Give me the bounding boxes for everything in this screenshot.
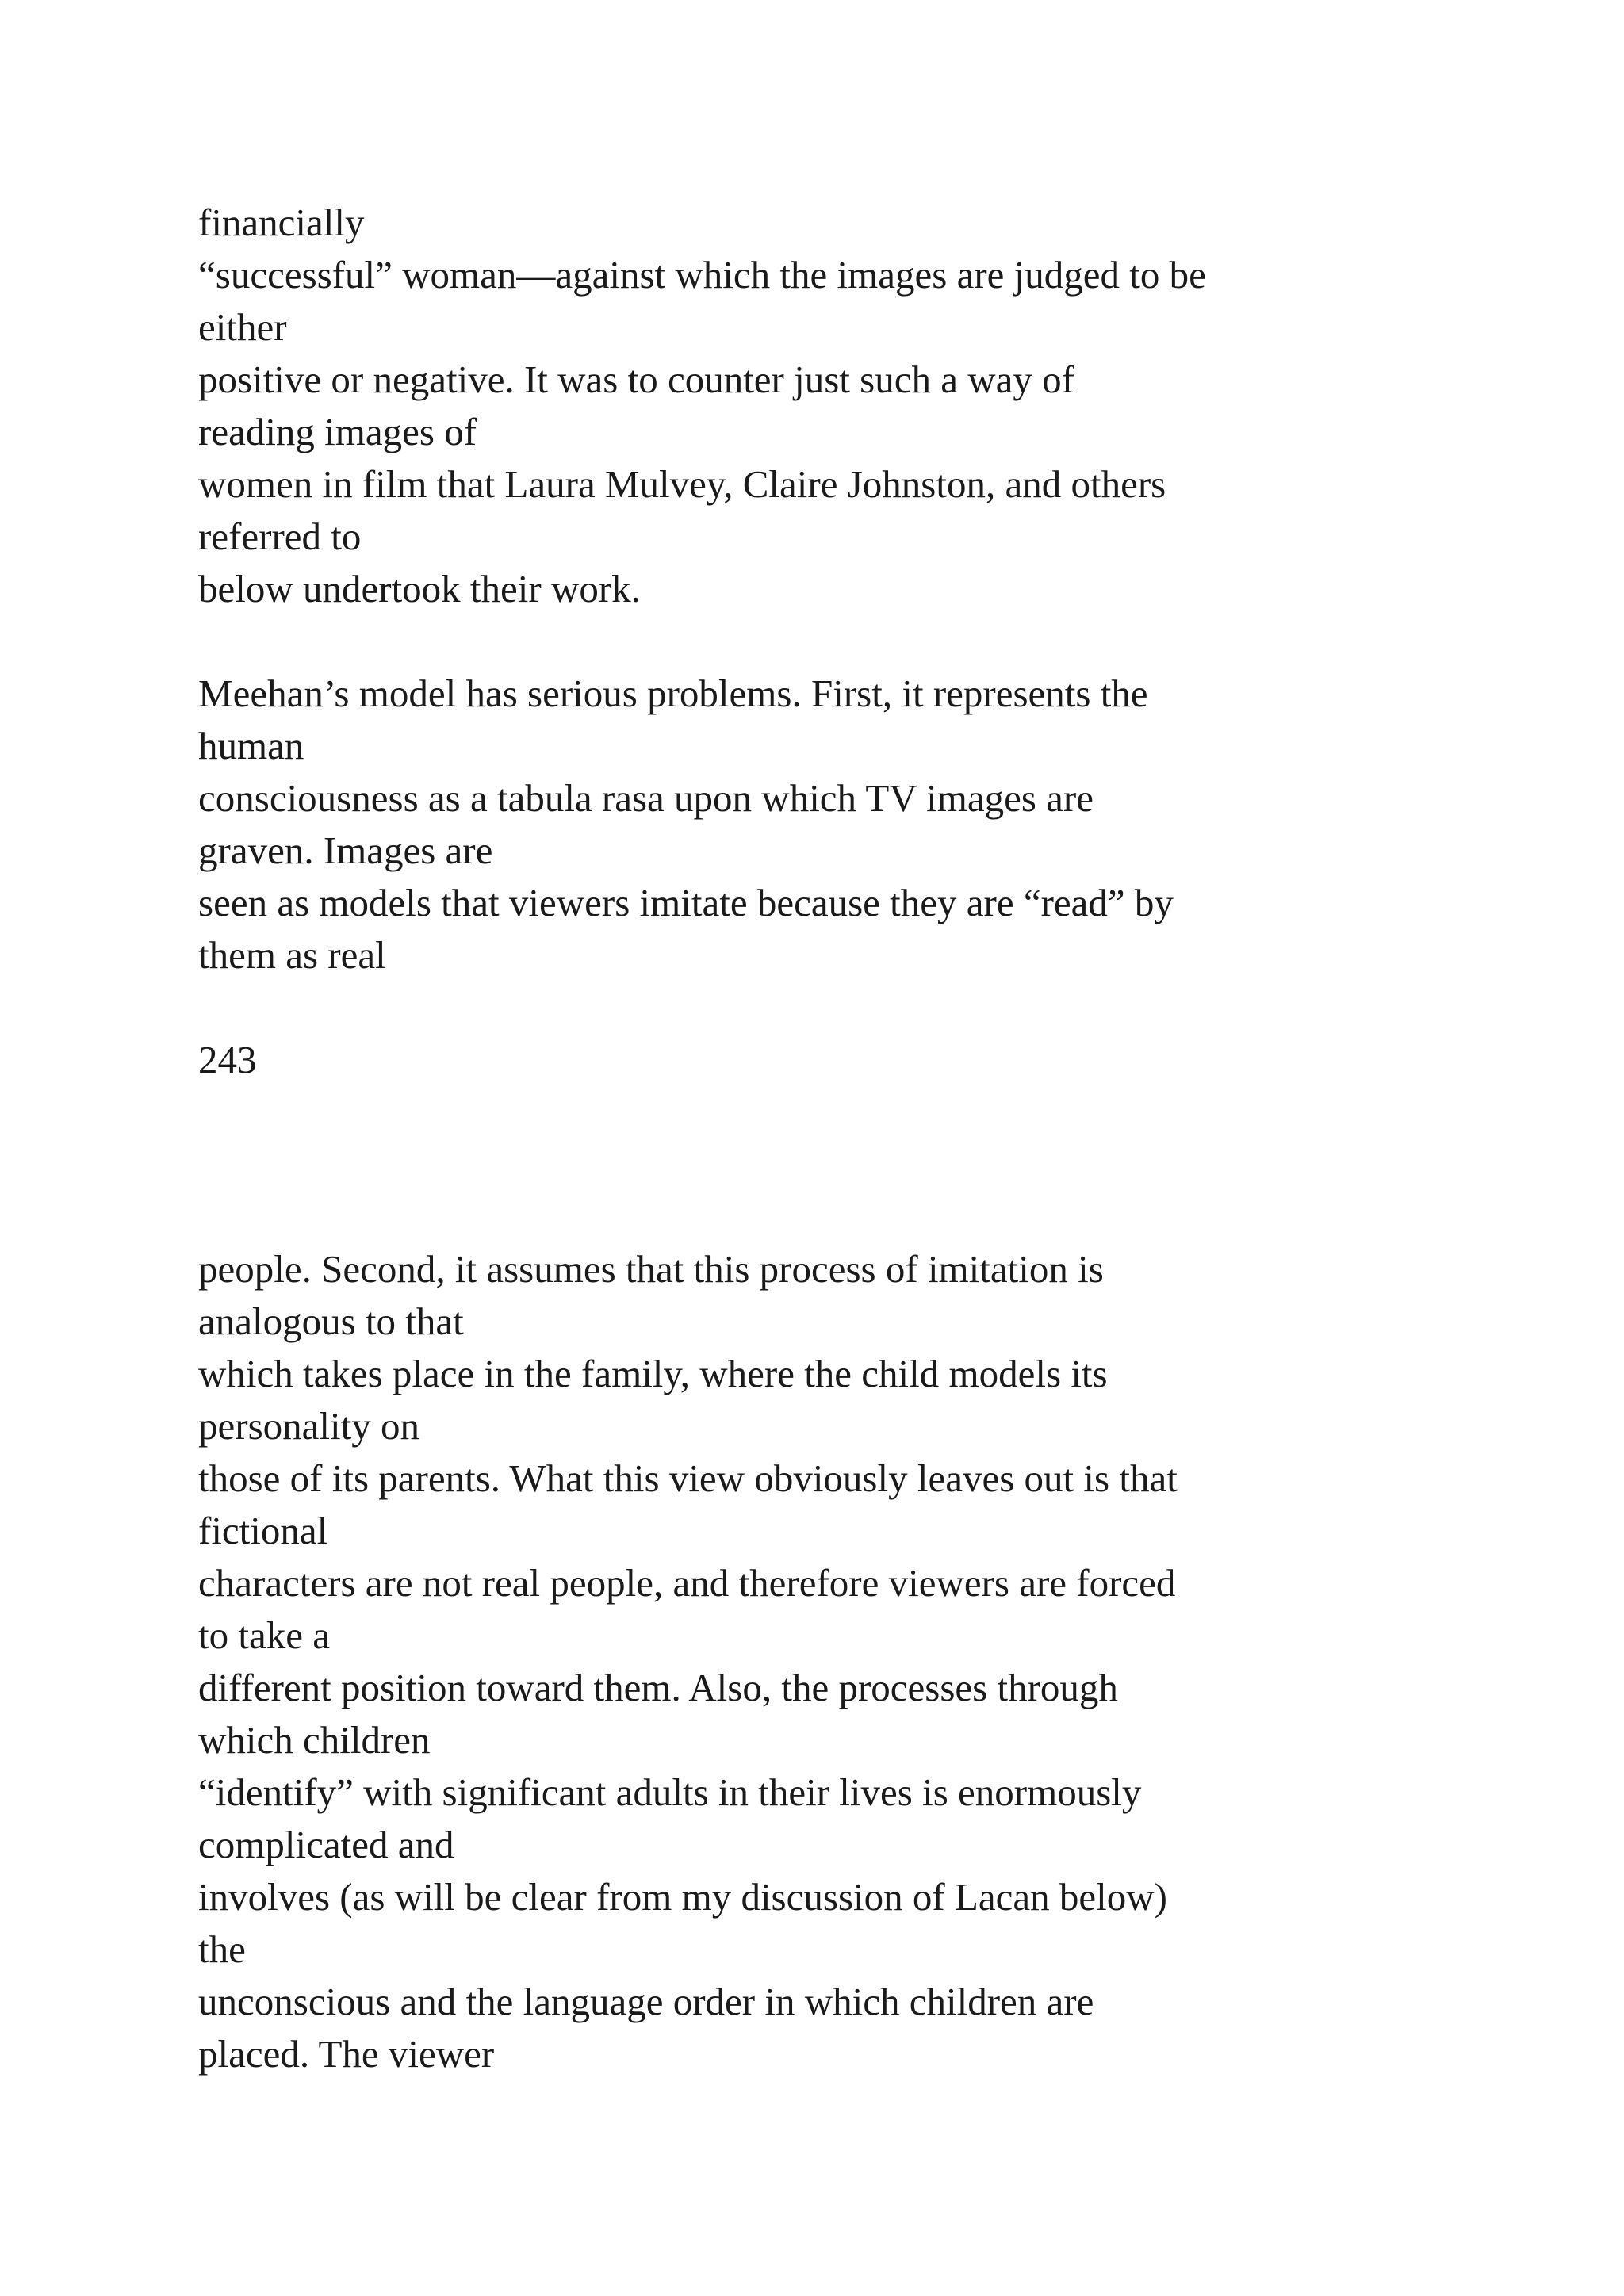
page-number [198, 1034, 1546, 1086]
page-number-text: 243 [198, 1038, 257, 1081]
text-line: to take a [198, 1613, 330, 1657]
text-line: which takes place in the family, where the child models its [198, 1352, 1108, 1395]
text-line: them as real [198, 933, 386, 977]
text-line: those of its parents. What this view obviously leaves out is that [198, 1456, 1178, 1500]
text-line: either [198, 305, 287, 349]
paragraph-imitation [198, 1243, 1546, 2080]
text-line: involves (as will be clear from my discussion of Lacan below) [198, 1875, 1167, 1919]
text-line: analogous to that [198, 1299, 464, 1343]
paragraph-continued [198, 197, 1546, 615]
text-line: below undertook their work. [198, 567, 641, 610]
text-line: human [198, 724, 304, 767]
text-line: fictional [198, 1509, 328, 1552]
text-line: characters are not real people, and therefore viewers are forced [198, 1561, 1176, 1605]
text-line: positive or negative. It was to counter just such a way of [198, 358, 1074, 401]
text-line: financially [198, 201, 365, 244]
text-line: reading images of [198, 410, 477, 453]
text-line: “identify” with significant adults in their lives is enormously [198, 1770, 1142, 1814]
text-line: Meehan’s model has serious problems. First, it represents the [198, 672, 1148, 715]
text-line: personality on [198, 1404, 419, 1448]
text-line: people. Second, it assumes that this process of imitation is [198, 1247, 1104, 1291]
text-line: consciousness as a tabula rasa upon which TV images are [198, 776, 1094, 820]
text-line: the [198, 1927, 246, 1971]
text-line: “successful” woman—against which the images are judged to be [198, 253, 1206, 297]
text-line: placed. The viewer [198, 2032, 495, 2076]
text-line: referred to [198, 515, 362, 558]
text-line: different position toward them. Also, the processes through [198, 1666, 1118, 1709]
text-line: complicated and [198, 1823, 454, 1866]
text-line: which children [198, 1718, 431, 1762]
text-line: graven. Images are [198, 828, 493, 872]
text-line: seen as models that viewers imitate because they are “read” by [198, 881, 1174, 924]
text-line: women in film that Laura Mulvey, Claire Johnston, and others [198, 462, 1166, 506]
text-line: unconscious and the language order in which children are [198, 1980, 1094, 2023]
paragraph-meehan-model [198, 668, 1546, 982]
